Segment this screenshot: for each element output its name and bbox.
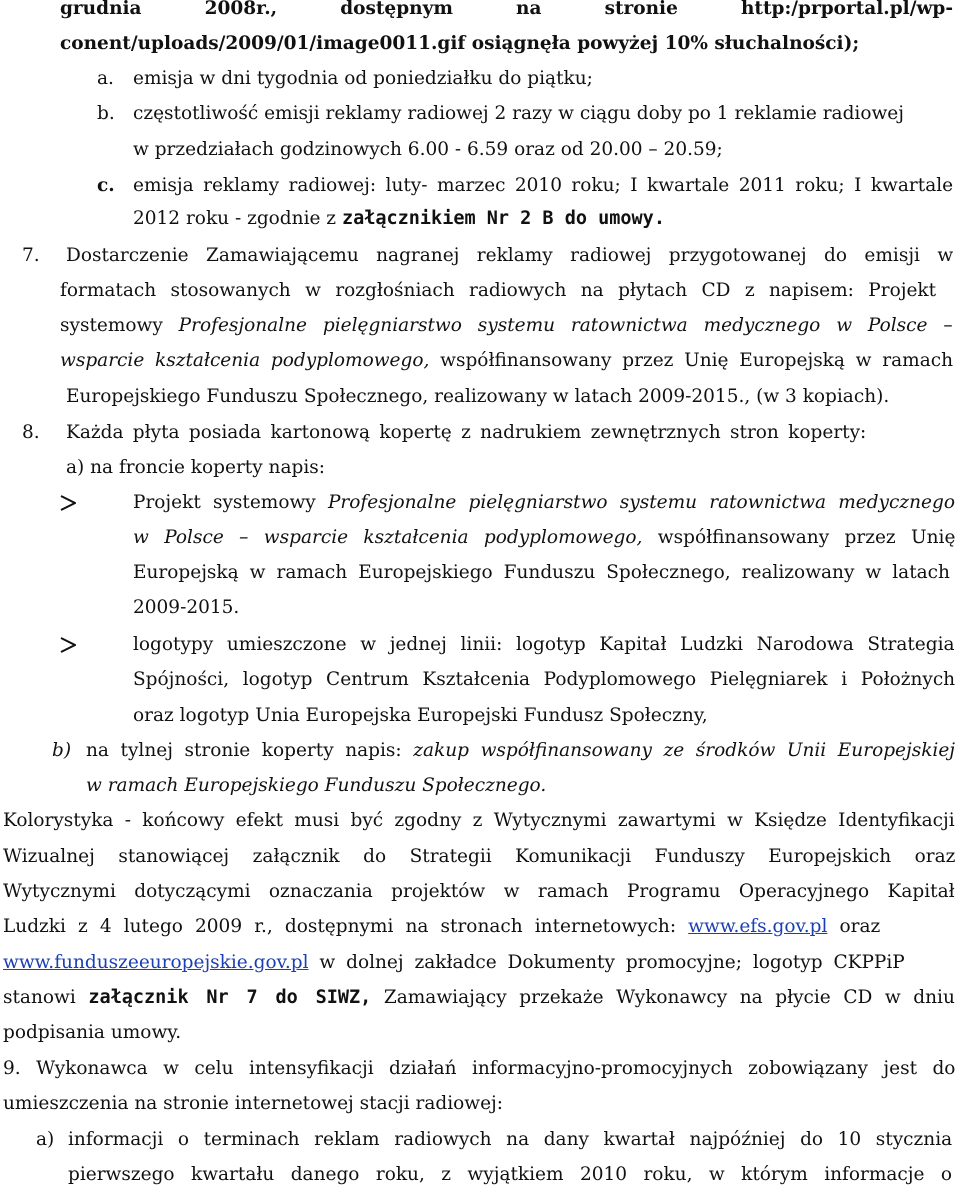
project-title: wsparcie kształcenia podyplomowego, <box>60 350 430 371</box>
list-item-b <box>133 101 954 127</box>
color-para-line-5 <box>3 950 905 976</box>
color-para-line-2: Wizualnej stanowiącej załącznik do Strategii Komunikacji Funduszy Europejskich oraz <box>3 846 956 867</box>
list-marker-a: a. <box>97 68 114 89</box>
item-7-number: 7. <box>22 245 40 266</box>
word: na <box>516 0 542 19</box>
item-7-line-3 <box>60 313 953 339</box>
bullet-1-line-4: 2009-2015. <box>133 597 240 618</box>
text: 2012 roku - zgodnie z <box>133 208 342 229</box>
line-url-1 <box>60 0 953 22</box>
bullet-2-line-2: Spójności, logotyp Centrum Kształcenia Podyplomowego Pielęgniarek i Położnych <box>133 669 956 690</box>
word: stronie <box>604 0 678 19</box>
funduszeeuropejskie-link[interactable]: www.funduszeeuropejskie.gov.pl <box>3 952 309 973</box>
item-8a-heading: a) na froncie koperty napis: <box>66 457 325 478</box>
item-7-line-4 <box>60 348 953 374</box>
back-text: zakup współfinansowany ze środków Unii Europejskiej <box>413 740 956 761</box>
bullet-2-line-3: oraz logotyp Unia Europejska Europejski Fundusz Społeczny, <box>133 705 708 726</box>
bullet-1-line-2 <box>133 525 955 551</box>
item-8b-line-2: w ramach Europejskiego Funduszu Społecznego. <box>86 775 547 796</box>
project-title: w Polsce – wsparcie kształcenia podyplomowego, <box>133 527 643 548</box>
efs-link[interactable]: www.efs.gov.pl <box>688 916 828 937</box>
list-marker-c: c. <box>97 175 115 196</box>
arrow-bullet-icon <box>60 495 76 511</box>
attachment-ref: załącznikiem Nr 2 B do umowy. <box>341 208 665 229</box>
text: częstotliwość emisji reklamy radiowej 2 razy w ciągu doby po 1 reklamie radiowej <box>133 103 904 124</box>
item-7-line-2: formatach stosowanych w rozgłośniach radiowych na płytach CD z napisem: Projekt <box>60 280 937 301</box>
list-item-a: emisja w dni tygodnia od poniedziałku do piątku; <box>133 68 593 89</box>
list-item-c: emisja reklamy radiowej: luty- marzec 2010 roku; I kwartale 2011 roku; I kwartale <box>133 175 954 196</box>
project-title: Profesjonalne pielęgniarstwo systemu ratownictwa medycznego w Polsce – <box>178 315 953 336</box>
bullet-1-line-1 <box>133 490 955 516</box>
text: współfinansowany przez Unię <box>642 527 956 548</box>
list-item-b-cont: w przedziałach godzinowych 6.00 - 6.59 oraz od 20.00 – 20.59; <box>133 139 723 160</box>
project-title: Profesjonalne pielęgniarstwo systemu ratownictwa medycznego <box>327 492 955 513</box>
item-8-number: 8. <box>22 422 40 443</box>
text: systemowy <box>60 315 179 336</box>
color-para-line-6 <box>3 985 955 1011</box>
word: 2008r., <box>204 0 278 19</box>
text: oraz <box>839 916 881 937</box>
color-para-line-3: Wytycznymi dotyczącymi oznaczania projektów w ramach Programu Operacyjnego Kapitał <box>3 881 955 902</box>
text: współfinansowany przez Unię Europejską w ramach <box>429 350 953 371</box>
item-9a-line-1: informacji o terminach reklam radiowych na dany kwartał najpóźniej do 10 stycznia <box>68 1129 953 1150</box>
text: Projekt systemowy <box>133 492 328 513</box>
bullet-2-line-1: logotypy umieszczone w jednej linii: logotyp Kapitał Ludzki Narodowa Strategia <box>133 634 955 655</box>
item-8-line-1: Każda płyta posiada kartonową kopertę z nadrukiem zewnętrznych stron koperty: <box>66 422 867 443</box>
attachment-ref: załącznik Nr 7 do SIWZ, <box>88 987 372 1008</box>
color-para-line-4 <box>3 914 880 940</box>
item-7-line-5: Europejskiego Funduszu Społecznego, realizowany w latach 2009-2015., (w 3 kopiach). <box>66 386 890 407</box>
item-8b-marker: b) <box>52 740 72 761</box>
item-7-line-1: Dostarczenie Zamawiającemu nagranej reklamy radiowej przygotowanej do emisji w <box>66 245 954 266</box>
text: stanowi <box>3 987 89 1008</box>
bullet-1-line-3: Europejską w ramach Europejskiego Funduszu Społecznego, realizowany w latach <box>133 562 950 583</box>
list-item-c-cont <box>133 206 665 232</box>
list-marker-b: b. <box>97 103 115 124</box>
text: na tylnej stronie koperty napis: <box>86 740 414 761</box>
arrow-bullet-icon <box>60 637 76 653</box>
item-9a-marker: a) <box>36 1129 55 1150</box>
color-para-line-7: podpisania umowy. <box>3 1022 182 1043</box>
item-9-line-1: 9. Wykonawca w celu intensyfikacji działań informacyjno-promocyjnych zobowiązany jest do <box>3 1058 956 1079</box>
text: Ludzki z 4 lutego 2009 r., dostępnymi na stronach internetowych: <box>3 916 677 937</box>
word: grudnia <box>60 0 142 19</box>
text: w dolnej zakładce Dokumenty promocyjne; logotyp CKPPiP <box>319 952 905 973</box>
item-8b-line-1 <box>86 738 955 764</box>
word: dostępnym <box>340 0 453 19</box>
color-para-line-1: Kolorystyka - końcowy efekt musi być zgodny z Wytycznymi zawartymi w Księdze Identyfikacji <box>3 810 955 831</box>
text: Zamawiający przekaże Wykonawcy na płycie CD w dniu <box>371 987 955 1008</box>
line-url-2: conent/uploads/2009/01/image0011.gif osiągnęła powyżej 10% słuchalności); <box>60 33 860 54</box>
item-9-line-2: umieszczenia na stronie internetowej stacji radiowej: <box>3 1093 504 1114</box>
item-9a-line-2: pierwszego kwartału danego roku, z wyjątkiem 2010 roku, w którym informacje o <box>68 1164 953 1185</box>
url-part: http:/prportal.pl/wp- <box>740 0 953 19</box>
